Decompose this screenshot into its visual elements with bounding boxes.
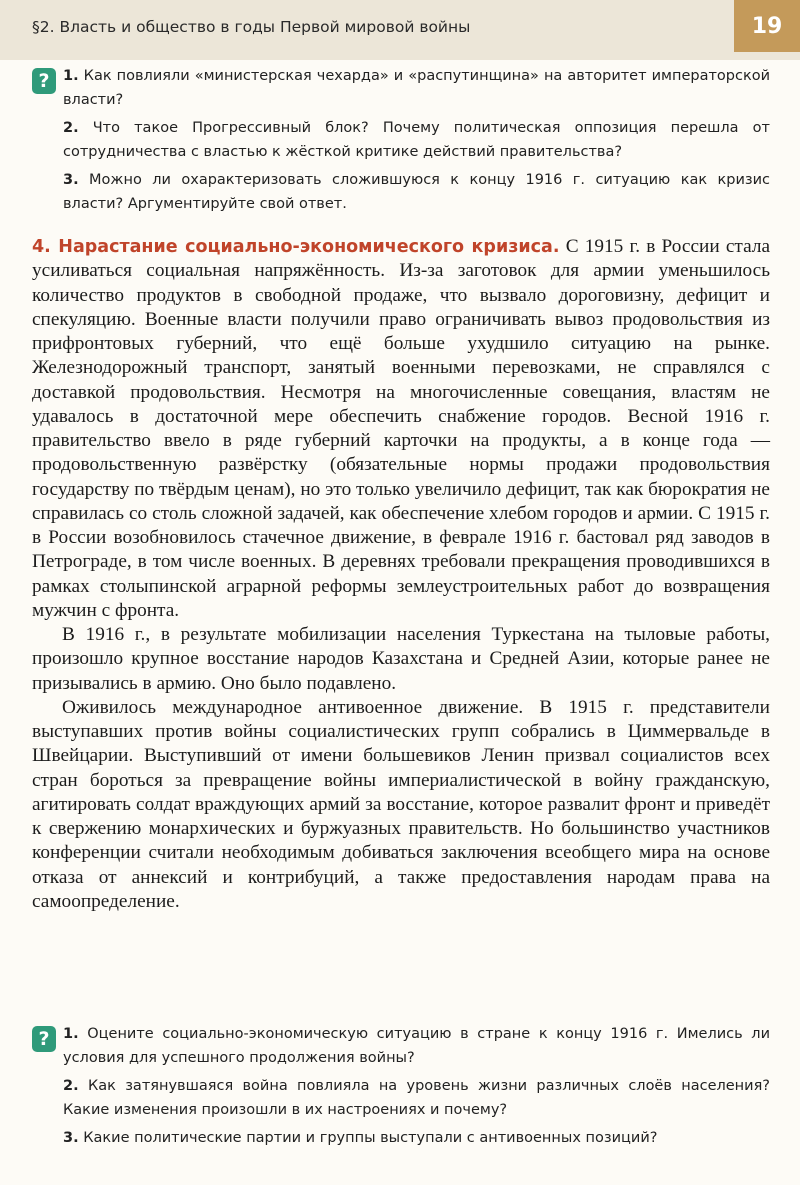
question-text: Оцените социально-экономическую ситуацию в стране к концу 1916 г. Имелись ли условия для успешного продолжения войны? <box>63 1026 770 1066</box>
question-text: Можно ли охарактеризовать сложившуюся к концу 1916 г. ситуацию как кризис власти? Аргументируйте свой ответ. <box>63 172 771 212</box>
question-item <box>63 116 770 164</box>
question-item <box>63 1126 770 1150</box>
section-paragraph <box>32 235 770 623</box>
paragraph-text: С 1915 г. в России стала усиливаться социальная напряжённость. Из-за заготовок для армии уменьшилось количество продуктов в свободной продаже, что вызвало дороговизну, дефицит и спекуляцию. Военные власти получили право ограничивать вывоз продовольствия из прифронтовых губерний, что ещё больше ухудшило ситуацию на рынке. Железнодорожный транспорт, занятый военными перевозками, не справлялся с доставкой продовольствия. Несмотря на многочисленные совещания, властям не удавалось в достаточной мере обеспечить снабжение городов. Весной 1916 г. правительство ввело в ряде губерний карточки на продукты, а в конце года — продовольственную развёрстку (обязательные нормы продажи продовольствия государству по твёрдым ценам), но это только увеличило дефицит, так как бюрократия не справилась со столь сложной задачей, как обеспечение хлебом городов и армии. С 1915 г. в России возобновилось стачечное движение, в феврале 1916 г. бастовал ряд заводов в Петрограде, в том числе военных. В деревнях требовали прекращения проводившихся в рамках столыпинской аграрной реформы землеустроительных работ до возвращения мужчин с фронта. <box>32 236 770 621</box>
question-item <box>63 168 770 216</box>
section-paragraph: Оживилось международное антивоенное движение. В 1915 г. представители выступавших против войны социалистических групп собрались в Циммервальде в Швейцарии. Выступивший от имени большевиков Ленин призвал социалистов всех стран бороться за превращение войны империалистической в войну гражданскую, агитировать солдат враждующих армий за восстание, которое развалит фронт и приведёт к свержению монархических и буржуазных правительств. Но большинство участников конференции считали необходимым добиваться заключения всеобщего мира на основе отказа от аннексий и контрибуций, а также предоставления народам права на самоопределение. <box>32 696 770 912</box>
question-text: Как затянувшаяся война повлияла на уровень жизни различных слоёв населения? Какие изменения произошли в их настроениях и почему? <box>63 1078 771 1118</box>
questions-block-top <box>32 64 770 220</box>
question-item <box>63 1022 770 1070</box>
question-number: 2. <box>63 120 79 136</box>
question-text: Какие политические партии и группы выступали с антивоенных позиций? <box>83 1130 658 1146</box>
question-number: 3. <box>63 172 79 188</box>
page-header <box>0 0 800 60</box>
section-paragraph: В 1916 г., в результате мобилизации населения Туркестана на тыловые работы, произошло крупное восстание народов Казахстана и Средней Азии, которые ранее не призывались в армию. Оно было подавлено. <box>32 624 770 694</box>
question-mark-icon: ? <box>32 1026 56 1052</box>
chapter-title: §2. Власть и общество в годы Первой мировой войны <box>32 18 471 36</box>
question-list <box>63 64 770 216</box>
question-list <box>63 1022 770 1150</box>
question-mark-icon: ? <box>32 68 56 94</box>
question-text: Что такое Прогрессивный блок? Почему политическая оппозиция перешла от сотрудничества с властью к жёсткой критике действий правительства? <box>63 120 770 160</box>
question-number: 1. <box>63 68 79 84</box>
question-item <box>63 64 770 112</box>
section-body <box>32 235 770 914</box>
question-number: 2. <box>63 1078 79 1094</box>
question-number: 1. <box>63 1026 79 1042</box>
question-text: Как повлияли «министерская чехарда» и «распутинщина» на авторитет императорской власти? <box>63 68 771 108</box>
section-title: 4. Нарастание социально-экономического кризиса. <box>32 237 560 257</box>
page-number: 19 <box>734 0 800 52</box>
questions-block-bottom <box>32 1022 770 1154</box>
question-number: 3. <box>63 1130 79 1146</box>
question-item <box>63 1074 770 1122</box>
